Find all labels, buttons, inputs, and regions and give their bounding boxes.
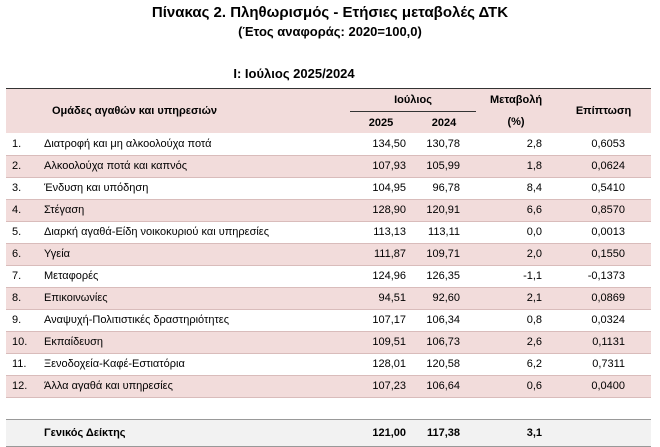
page-subtitle: (Έτος αναφοράς: 2020=100,0) (238, 24, 422, 39)
table-row (6, 243, 651, 265)
row-value-2024: 113,11 (412, 221, 476, 243)
row-group-name: Άλλα αγαθά και υπηρεσίες (40, 375, 350, 397)
total-impact (556, 419, 651, 446)
row-value-2024: 105,99 (412, 155, 476, 177)
row-change: -1,1 (476, 265, 556, 287)
row-change: 6,2 (476, 353, 556, 375)
row-value-2025: 104,95 (350, 177, 412, 199)
row-value-2025: 128,90 (350, 199, 412, 221)
table-row (6, 265, 651, 287)
row-impact: 0,8570 (556, 199, 651, 221)
row-value-2024: 96,78 (412, 177, 476, 199)
total-label: Γενικός Δείκτης (40, 419, 350, 446)
total-change: 3,1 (476, 419, 556, 446)
row-value-2024: 92,60 (412, 287, 476, 309)
row-impact: 0,6053 (556, 133, 651, 155)
row-impact: 0,7311 (556, 353, 651, 375)
row-value-2025: 109,51 (350, 331, 412, 353)
spacer-cell (6, 397, 651, 419)
row-impact: 0,5410 (556, 177, 651, 199)
row-change: 2,6 (476, 331, 556, 353)
row-group-name: Αλκοολούχα ποτά και καπνός (40, 155, 350, 177)
row-change: 2,0 (476, 243, 556, 265)
row-group-name: Μεταφορές (40, 265, 350, 287)
total-value-2024: 117,38 (412, 419, 476, 446)
row-number: 8. (6, 287, 40, 309)
row-value-2024: 106,34 (412, 309, 476, 331)
row-impact: 0,0624 (556, 155, 651, 177)
row-impact: 0,0013 (556, 221, 651, 243)
row-number: 12. (6, 375, 40, 397)
total-number (6, 419, 40, 446)
row-impact: 0,1550 (556, 243, 651, 265)
row-value-2024: 130,78 (412, 133, 476, 155)
row-number: 7. (6, 265, 40, 287)
row-group-name: Υγεία (40, 243, 350, 265)
table-row (6, 177, 651, 199)
row-value-2025: 113,13 (350, 221, 412, 243)
inflation-table (6, 88, 651, 447)
row-impact: 0,0400 (556, 375, 651, 397)
section-heading: I: Ιούλιος 2025/2024 (233, 66, 355, 81)
row-value-2025: 124,96 (350, 265, 412, 287)
header-2025: 2025 (350, 112, 412, 134)
row-value-2024: 120,91 (412, 199, 476, 221)
row-impact: 0,0324 (556, 309, 651, 331)
row-group-name: Στέγαση (40, 199, 350, 221)
header-impact: Επίπτωση (556, 89, 651, 134)
row-change: 8,4 (476, 177, 556, 199)
row-number: 10. (6, 331, 40, 353)
row-number: 3. (6, 177, 40, 199)
table-row (6, 287, 651, 309)
header-2024: 2024 (412, 112, 476, 134)
table-row (6, 375, 651, 397)
row-group-name: Ένδυση και υπόδηση (40, 177, 350, 199)
row-value-2025: 128,01 (350, 353, 412, 375)
row-change: 2,8 (476, 133, 556, 155)
table-row (6, 133, 651, 155)
row-number: 1. (6, 133, 40, 155)
row-number: 2. (6, 155, 40, 177)
row-value-2025: 107,93 (350, 155, 412, 177)
header-groups: Ομάδες αγαθών και υπηρεσιών (6, 89, 350, 134)
row-value-2024: 120,58 (412, 353, 476, 375)
row-value-2024: 106,73 (412, 331, 476, 353)
row-change: 1,8 (476, 155, 556, 177)
page-title: Πίνακας 2. Πληθωρισμός - Ετήσιες μεταβολές ΔΤΚ (151, 4, 509, 21)
row-group-name: Διατροφή και μη αλκοολούχα ποτά (40, 133, 350, 155)
table-row (6, 309, 651, 331)
row-number: 6. (6, 243, 40, 265)
row-value-2025: 107,17 (350, 309, 412, 331)
row-group-name: Επικοινωνίες (40, 287, 350, 309)
total-value-2025: 121,00 (350, 419, 412, 446)
table-row (6, 353, 651, 375)
row-change: 6,6 (476, 199, 556, 221)
row-impact: 0,1131 (556, 331, 651, 353)
row-change: 0,8 (476, 309, 556, 331)
row-number: 11. (6, 353, 40, 375)
row-group-name: Αναψυχή-Πολιτιστικές δραστηριότητες (40, 309, 350, 331)
table-spacer (6, 397, 651, 419)
row-value-2025: 111,87 (350, 243, 412, 265)
table-row (6, 221, 651, 243)
table-row (6, 331, 651, 353)
row-group-name: Διαρκή αγαθά-Είδη νοικοκυριού και υπηρεσίες (40, 221, 350, 243)
row-value-2025: 94,51 (350, 287, 412, 309)
table-row (6, 155, 651, 177)
row-number: 5. (6, 221, 40, 243)
table-row (6, 199, 651, 221)
row-number: 9. (6, 309, 40, 331)
row-impact: 0,0869 (556, 287, 651, 309)
row-change: 2,1 (476, 287, 556, 309)
row-value-2024: 109,71 (412, 243, 476, 265)
row-group-name: Εκπαίδευση (40, 331, 350, 353)
row-change: 0,0 (476, 221, 556, 243)
row-value-2024: 106,64 (412, 375, 476, 397)
row-value-2024: 126,35 (412, 265, 476, 287)
header-change-unit: (%) (476, 112, 556, 134)
row-value-2025: 134,50 (350, 133, 412, 155)
row-number: 4. (6, 199, 40, 221)
header-july: Ιούλιος (350, 89, 476, 112)
row-group-name: Ξενοδοχεία-Καφέ-Εστιατόρια (40, 353, 350, 375)
row-value-2025: 107,23 (350, 375, 412, 397)
header-change: Μεταβολή (476, 89, 556, 112)
total-row (6, 419, 651, 446)
row-change: 0,6 (476, 375, 556, 397)
row-impact: -0,1373 (556, 265, 651, 287)
